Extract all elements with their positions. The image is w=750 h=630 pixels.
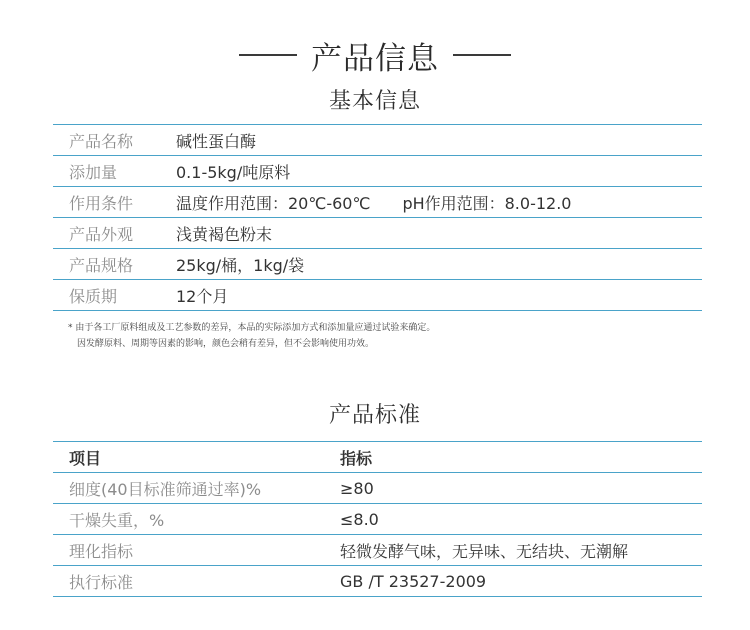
row-value: 轻微发酵气味，无异味、无结块、无潮解: [340, 535, 702, 566]
row-label: 理化指标: [53, 535, 340, 566]
table-row: [53, 504, 702, 535]
row-value: 碱性蛋白酶: [176, 125, 702, 156]
table-row: [53, 187, 702, 218]
row-label: 产品名称: [53, 125, 176, 156]
main-title: [0, 34, 750, 76]
standard-table: [53, 441, 702, 597]
row-label: 产品规格: [53, 249, 176, 280]
ph-range: pH作用范围：8.0-12.0: [402, 193, 572, 213]
title-dash-left: [239, 54, 297, 56]
standard-title: 产品标准: [328, 403, 421, 428]
row-label: 产品外观: [53, 218, 176, 249]
row-value-group: [176, 187, 702, 218]
table-row: [53, 218, 702, 249]
temperature-range: 温度作用范围：20℃-60℃: [176, 193, 371, 213]
table-row: [53, 535, 702, 566]
row-value: ≤8.0: [340, 504, 702, 535]
table-row: [53, 566, 702, 597]
page-title: 产品信息: [311, 40, 439, 77]
row-value: 浅黄褐色粉末: [176, 218, 702, 249]
table-row: [53, 249, 702, 280]
row-label: 细度(40目标准筛通过率)%: [53, 473, 340, 504]
column-header-value: 指标: [340, 442, 702, 473]
table-row: [53, 125, 702, 156]
footnote-line-1: * 由于各工厂原料组成及工艺参数的差异，本品的实际添加方式和添加量应通过试验来确定。: [68, 323, 436, 333]
row-value: GB /T 23527-2009: [340, 566, 702, 597]
table-header-row: [53, 442, 702, 473]
footnote: [68, 320, 435, 352]
row-label: 保质期: [53, 280, 176, 311]
row-value: 25kg/桶，1kg/袋: [176, 249, 702, 280]
row-value: 12个月: [176, 280, 702, 311]
row-label: 干燥失重，%: [53, 504, 340, 535]
table-row: [53, 473, 702, 504]
row-label: 添加量: [53, 156, 176, 187]
table-row: [53, 280, 702, 311]
title-dash-right: [453, 54, 511, 56]
row-value: ≥80: [340, 473, 702, 504]
row-label: 作用条件: [53, 187, 176, 218]
table-row: [53, 156, 702, 187]
row-value: 0.1-5kg/吨原料: [176, 156, 702, 187]
basic-info-title: 基本信息: [328, 89, 421, 114]
basic-info-table: [53, 124, 702, 311]
row-label: 执行标准: [53, 566, 340, 597]
column-header-item: 项目: [53, 442, 340, 473]
footnote-line-2: 因发酵原料、周期等因素的影响，颜色会稍有差异，但不会影响使用功效。: [77, 339, 375, 349]
